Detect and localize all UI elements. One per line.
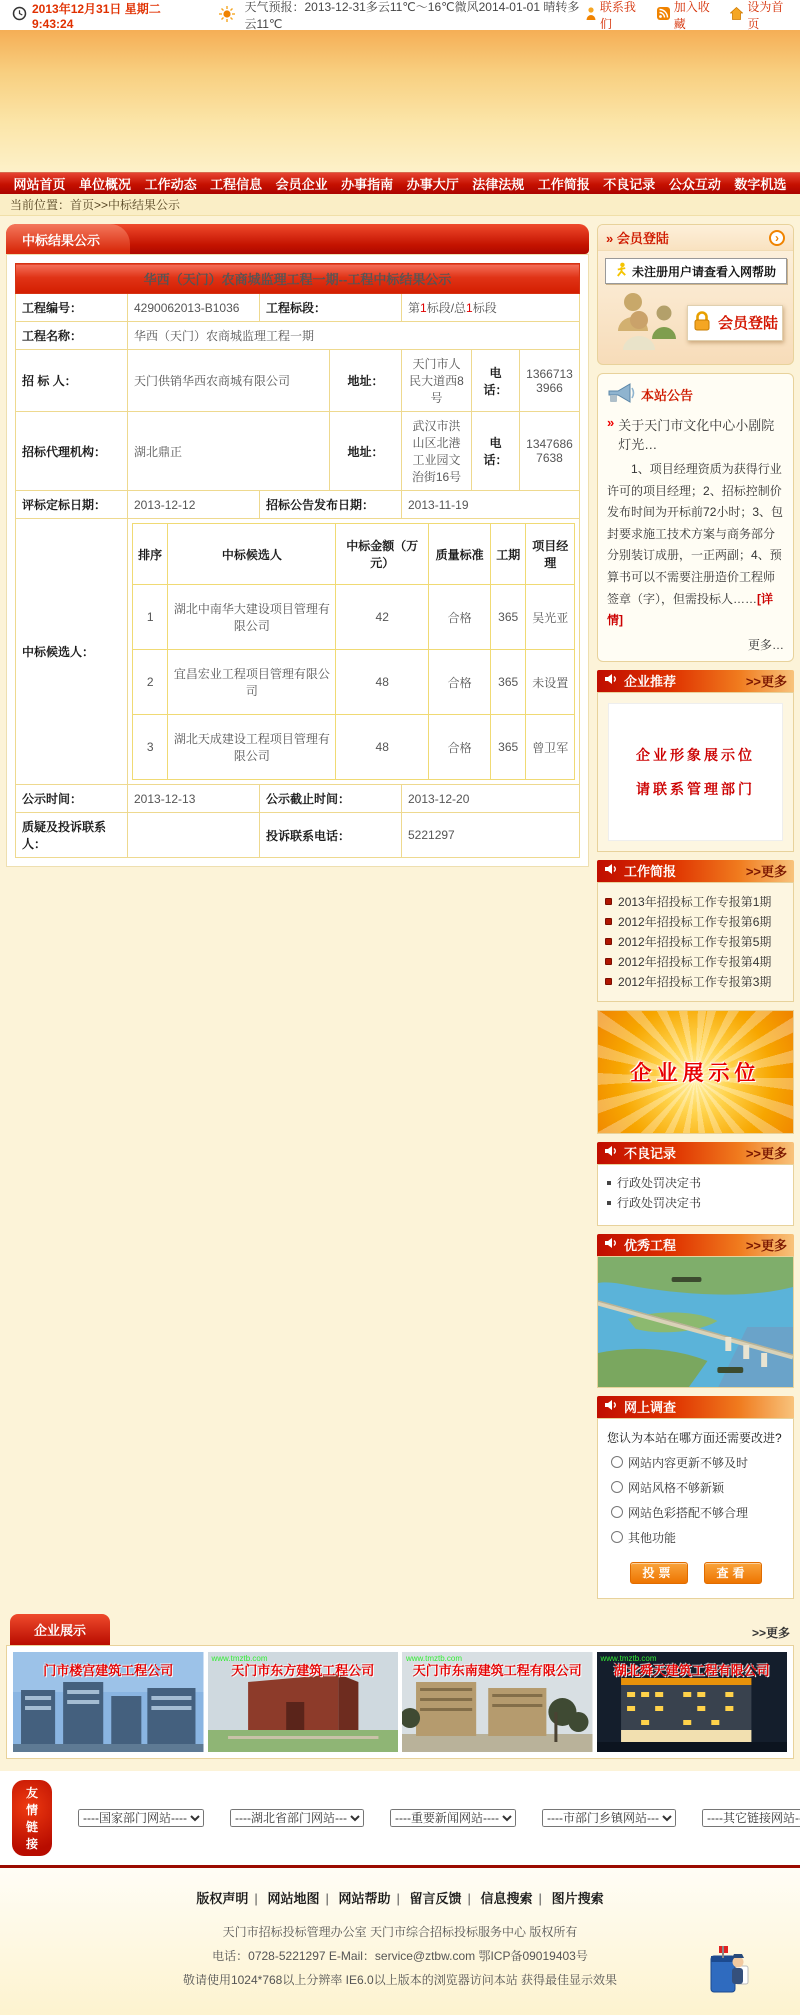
link-dropdown-city[interactable] bbox=[542, 1809, 676, 1827]
promo-placeholder: 企业形象展示位 请联系管理部门 bbox=[608, 703, 783, 841]
field-value: 2013-11-19 bbox=[402, 491, 580, 519]
field-label: 招标公告发布日期： bbox=[260, 491, 402, 519]
main-nav bbox=[0, 172, 800, 194]
person-icon bbox=[586, 7, 596, 24]
nav-item-guide[interactable]: 办事指南 bbox=[341, 177, 394, 192]
square-bullet-icon bbox=[605, 938, 612, 945]
briefing-more-link[interactable]: >>更多 bbox=[745, 864, 787, 880]
company-photo[interactable] bbox=[402, 1652, 593, 1752]
home-icon bbox=[730, 7, 743, 23]
dot-bullet-icon bbox=[607, 1201, 611, 1205]
police-badge-icon[interactable] bbox=[706, 1944, 752, 2001]
field-value: 13667133966 bbox=[520, 350, 580, 412]
speaker-icon bbox=[604, 863, 618, 878]
table-row bbox=[16, 322, 580, 350]
member-login-button[interactable]: 会员登陆 bbox=[687, 305, 783, 341]
field-label: 中标候选人： bbox=[16, 519, 128, 785]
field-label: 质疑及投诉联系人： bbox=[16, 813, 128, 858]
showcase-strip bbox=[6, 1645, 794, 1759]
add-favorite-link[interactable]: 加入收藏 bbox=[657, 0, 715, 32]
notice-more-link[interactable]: 更多… bbox=[747, 637, 784, 652]
field-value: 天门供销华西农商城有限公司 bbox=[128, 350, 330, 412]
footer-link-sitemap[interactable]: 网站地图 bbox=[267, 1890, 320, 1906]
arrow-bullet-icon: » bbox=[607, 415, 615, 430]
field-label: 招 标 人： bbox=[16, 350, 128, 412]
briefing-title: 工作简报 bbox=[624, 864, 677, 880]
field-value: 第1标段/总1标段 bbox=[402, 294, 580, 322]
watermark-text: www.tmztb.com bbox=[600, 1653, 657, 1663]
excellent-projects-section bbox=[597, 1234, 794, 1388]
project-photo[interactable] bbox=[597, 1256, 794, 1388]
projects-title: 优秀工程 bbox=[624, 1238, 677, 1254]
watermark-text: www.tmztb.com bbox=[406, 1653, 463, 1663]
speaker-icon bbox=[604, 673, 618, 688]
footer-link-copyright[interactable]: 版权声明 bbox=[196, 1890, 249, 1906]
table-row: 3 湖北天成建设工程项目管理有限公司 48 合格 365 曾卫军 bbox=[133, 715, 575, 780]
company-promo-section bbox=[597, 670, 794, 852]
footer-link-image-search[interactable]: 图片搜索 bbox=[551, 1890, 604, 1906]
dot-bullet-icon bbox=[607, 1181, 611, 1185]
briefing-link[interactable]: 2012年招投标工作专报第6期 bbox=[618, 915, 772, 930]
field-value: 华西（天门）农商城监理工程一期 bbox=[128, 322, 580, 350]
company-name: 湖北舜天建筑工程有限公司 bbox=[613, 1662, 770, 1678]
survey-question: 您认为本站在哪方面还需要改进? bbox=[607, 1430, 782, 1445]
field-label: 评标定标日期： bbox=[16, 491, 128, 519]
top-bar bbox=[0, 0, 800, 30]
view-results-button[interactable]: 查看 bbox=[704, 1562, 762, 1584]
megaphone-icon bbox=[607, 382, 635, 407]
field-value: 4290062013-B1036 bbox=[128, 294, 260, 322]
nav-item-about[interactable]: 单位概况 bbox=[79, 177, 132, 192]
bad-records-title: 不良记录 bbox=[624, 1146, 677, 1162]
bid-result-table bbox=[15, 263, 580, 858]
speaker-icon bbox=[604, 1399, 618, 1414]
nav-item-interaction[interactable]: 公众互动 bbox=[668, 177, 721, 192]
nav-item-news[interactable]: 工作动态 bbox=[144, 177, 197, 192]
bad-records-more-link[interactable]: >>更多 bbox=[745, 1146, 787, 1162]
survey-option bbox=[611, 1529, 784, 1546]
notice-detail-link[interactable]: [详情] bbox=[607, 591, 774, 628]
footer-link-feedback[interactable]: 留言反馈 bbox=[409, 1890, 462, 1906]
field-label: 地址： bbox=[330, 412, 402, 491]
nav-item-briefing[interactable]: 工作简报 bbox=[537, 177, 590, 192]
field-label: 招标代理机构： bbox=[16, 412, 128, 491]
field-label: 工程编号： bbox=[16, 294, 128, 322]
footer-copyright: 天门市招标投标管理办公室 天门市综合招标投标服务中心 版权所有 bbox=[222, 1924, 578, 1939]
link-dropdown-national[interactable] bbox=[78, 1809, 204, 1827]
list-item bbox=[607, 1173, 784, 1193]
link-dropdown-news[interactable] bbox=[390, 1809, 516, 1827]
field-label: 工程名称： bbox=[16, 322, 128, 350]
footer bbox=[0, 1868, 800, 2015]
square-bullet-icon bbox=[605, 978, 612, 985]
result-tab-bar bbox=[6, 224, 589, 254]
list-item bbox=[607, 1193, 784, 1213]
speaker-icon bbox=[604, 1237, 618, 1252]
field-label: 公示截止时间： bbox=[260, 785, 402, 813]
notice-title: 本站公告 bbox=[641, 388, 694, 403]
footer-browser-note: 敬请使用1024*768以上分辨率 IE6.0以上版本的浏览器访问本站 获得最佳显示效果 bbox=[182, 1972, 618, 1987]
breadcrumb: 当前位置：首页>>中标结果公示 bbox=[0, 194, 800, 216]
company-name: 门市楼宫建筑工程公司 bbox=[43, 1662, 174, 1678]
square-bullet-icon bbox=[605, 958, 612, 965]
nav-item-projects[interactable]: 工程信息 bbox=[210, 177, 263, 192]
speaker-icon bbox=[604, 1145, 618, 1160]
table-row bbox=[16, 412, 580, 491]
field-label: 电话： bbox=[472, 412, 520, 491]
nav-item-home[interactable]: 网站首页 bbox=[13, 177, 66, 192]
promo-title: 企业推荐 bbox=[624, 674, 677, 690]
site-banner bbox=[0, 30, 800, 172]
field-label: 电话： bbox=[472, 350, 520, 412]
arrow-circle-icon[interactable]: › bbox=[769, 230, 785, 246]
field-value: 武汉市洪山区北港工业园文治街16号 bbox=[402, 412, 472, 491]
survey-radio[interactable] bbox=[611, 1456, 623, 1468]
field-label: 公示时间： bbox=[16, 785, 128, 813]
table-row bbox=[16, 813, 580, 858]
running-man-icon bbox=[615, 262, 628, 280]
nav-item-laws[interactable]: 法律法规 bbox=[472, 177, 525, 192]
contact-us-link[interactable]: 联系我们 bbox=[586, 0, 641, 32]
field-label: 工程标段： bbox=[260, 294, 402, 322]
weather-text: 天气预报：2013-12-31多云11℃～16℃微风2014-01-01 晴转多云11℃ bbox=[244, 0, 580, 31]
field-value: 13476867638 bbox=[520, 412, 580, 491]
lock-icon bbox=[692, 310, 712, 336]
clock-icon bbox=[12, 6, 27, 24]
register-help-button[interactable]: 未注册用户请查看入网帮助 bbox=[605, 258, 787, 284]
footer-contact: 电话：0728-5221297 E-Mail：service@ztbw.com 鄂ICP备09019403号 bbox=[212, 1948, 588, 1963]
survey-option bbox=[611, 1479, 784, 1496]
field-value: 2013-12-12 bbox=[128, 491, 260, 519]
table-row bbox=[16, 294, 580, 322]
table-row bbox=[16, 785, 580, 813]
showcase-header bbox=[6, 1617, 794, 1645]
vote-button[interactable]: 投票 bbox=[630, 1562, 688, 1584]
company-name: 天门市东南建筑工程有限公司 bbox=[412, 1662, 582, 1678]
nav-item-members[interactable]: 会员企业 bbox=[275, 177, 328, 192]
survey-option-label: 网站风格不够新颖 bbox=[628, 1480, 725, 1495]
briefing-link[interactable]: 2012年招投标工作专报第4期 bbox=[618, 955, 772, 970]
footer-links: 版权声明 | 网站地图 | 网站帮助 | 留言反馈 | 信息搜索 | 图片搜索 bbox=[196, 1890, 604, 1906]
field-value: 2013-12-20 bbox=[402, 785, 580, 813]
showcase-ad-banner[interactable]: 企业展示位 bbox=[597, 1010, 794, 1134]
footer-link-info-search[interactable]: 信息搜索 bbox=[480, 1890, 533, 1906]
nav-item-digital[interactable]: 数字机选 bbox=[734, 177, 787, 192]
sidebar bbox=[597, 224, 794, 1607]
field-label: 地址： bbox=[330, 350, 402, 412]
survey-option-label: 其他功能 bbox=[628, 1530, 677, 1545]
watermark-text: www.tmztb.com bbox=[211, 1653, 268, 1663]
candidates-cell bbox=[128, 519, 580, 785]
set-homepage-link[interactable]: 设为首页 bbox=[730, 0, 788, 32]
main-column bbox=[6, 224, 589, 867]
field-value bbox=[128, 813, 260, 858]
company-name: 天门市东方建筑工程公司 bbox=[231, 1662, 375, 1678]
friend-links-label: 友情链接 bbox=[12, 1780, 52, 1856]
company-photo[interactable] bbox=[208, 1652, 399, 1752]
notice-link[interactable]: 关于天门市文化中心小剧院灯光… bbox=[618, 418, 775, 452]
bad-record-link[interactable]: 行政处罚决定书 bbox=[617, 1176, 702, 1191]
field-value: 天门市人民大道西8号 bbox=[402, 350, 472, 412]
list-item bbox=[605, 912, 786, 932]
content-area bbox=[0, 216, 800, 1771]
showcase-tab[interactable]: 企业展示 bbox=[10, 1614, 110, 1645]
table-row bbox=[16, 350, 580, 412]
briefing-link[interactable]: 2013年招投标工作专报第1期 bbox=[618, 895, 772, 910]
sun-icon bbox=[219, 6, 235, 25]
candidates-table bbox=[132, 523, 575, 780]
field-label: 投诉联系电话： bbox=[260, 813, 402, 858]
showcase-more-link[interactable]: >>更多 bbox=[751, 1625, 790, 1640]
briefing-link[interactable]: 2012年招投标工作专报第3期 bbox=[618, 975, 772, 990]
survey-option bbox=[611, 1454, 784, 1471]
square-bullet-icon bbox=[605, 918, 612, 925]
field-value: 湖北鼎正 bbox=[128, 412, 330, 491]
link-dropdown-province[interactable] bbox=[230, 1809, 364, 1827]
online-survey-section bbox=[597, 1396, 794, 1599]
footer-link-help[interactable]: 网站帮助 bbox=[338, 1890, 391, 1906]
square-bullet-icon bbox=[605, 898, 612, 905]
bad-record-link[interactable]: 行政处罚决定书 bbox=[617, 1196, 702, 1211]
rss-icon bbox=[657, 7, 670, 23]
promo-more-link[interactable]: >>更多 bbox=[745, 674, 787, 690]
nav-item-bad-records[interactable]: 不良记录 bbox=[603, 177, 656, 192]
survey-option bbox=[611, 1504, 784, 1521]
table-row bbox=[16, 491, 580, 519]
survey-option-label: 网站内容更新不够及时 bbox=[628, 1455, 749, 1470]
announcement-title: 华西（天门）农商城监理工程一期--工程中标结果公示 bbox=[16, 264, 580, 294]
datetime-text: 2013年12月31日 星期二 9:43:24 bbox=[32, 1, 161, 31]
work-briefing-section bbox=[597, 860, 794, 1002]
site-notice-panel bbox=[597, 373, 794, 662]
nav-item-hall[interactable]: 办事大厅 bbox=[406, 177, 459, 192]
list-item bbox=[605, 952, 786, 972]
survey-radio[interactable] bbox=[611, 1531, 623, 1543]
friend-links-bar bbox=[0, 1771, 800, 1865]
table-row: 2 宜昌宏业工程项目管理有限公司 48 合格 365 未设置 bbox=[133, 650, 575, 715]
member-login-panel: » 会员登陆 › 未注册用户请查看入网帮助 会员登陆 bbox=[597, 224, 794, 365]
projects-more-link[interactable]: >>更多 bbox=[745, 1238, 787, 1254]
table-header-row: 排序 中标候选人 中标金额（万元） 质量标准 工期 项目经理 bbox=[133, 524, 575, 585]
notice-body: 1、项目经理资质为获得行业许可的项目经理；2、招标控制价发布时间为开标前72小时；3、包封要求施工技术方案与商务部分分别装订成册，一正两副；4、预算书可以不需要注册造价工程师签章（字），但需投标人……[详情] bbox=[607, 462, 784, 628]
link-dropdown-other[interactable] bbox=[702, 1809, 800, 1827]
survey-option-label: 网站色彩搭配不够合理 bbox=[628, 1505, 749, 1520]
table-row bbox=[16, 519, 580, 785]
login-panel-title: 会员登陆 bbox=[616, 231, 669, 246]
survey-title: 网上调查 bbox=[624, 1400, 677, 1416]
company-photo[interactable] bbox=[597, 1652, 788, 1752]
table-row: 1 湖北中南华大建设项目管理有限公司 42 合格 365 吴光亚 bbox=[133, 585, 575, 650]
field-value: 5221297 bbox=[402, 813, 580, 858]
survey-radio[interactable] bbox=[611, 1481, 623, 1493]
field-value: 2013-12-13 bbox=[128, 785, 260, 813]
bid-result-box bbox=[6, 254, 589, 867]
survey-radio[interactable] bbox=[611, 1506, 623, 1518]
briefing-link[interactable]: 2012年招投标工作专报第5期 bbox=[618, 935, 772, 950]
members-illustration bbox=[606, 291, 684, 354]
list-item bbox=[605, 972, 786, 992]
bad-records-section bbox=[597, 1142, 794, 1226]
list-item bbox=[605, 932, 786, 952]
tab-bid-results[interactable]: 中标结果公示 bbox=[6, 224, 130, 254]
company-photo[interactable] bbox=[13, 1652, 204, 1752]
list-item bbox=[605, 892, 786, 912]
